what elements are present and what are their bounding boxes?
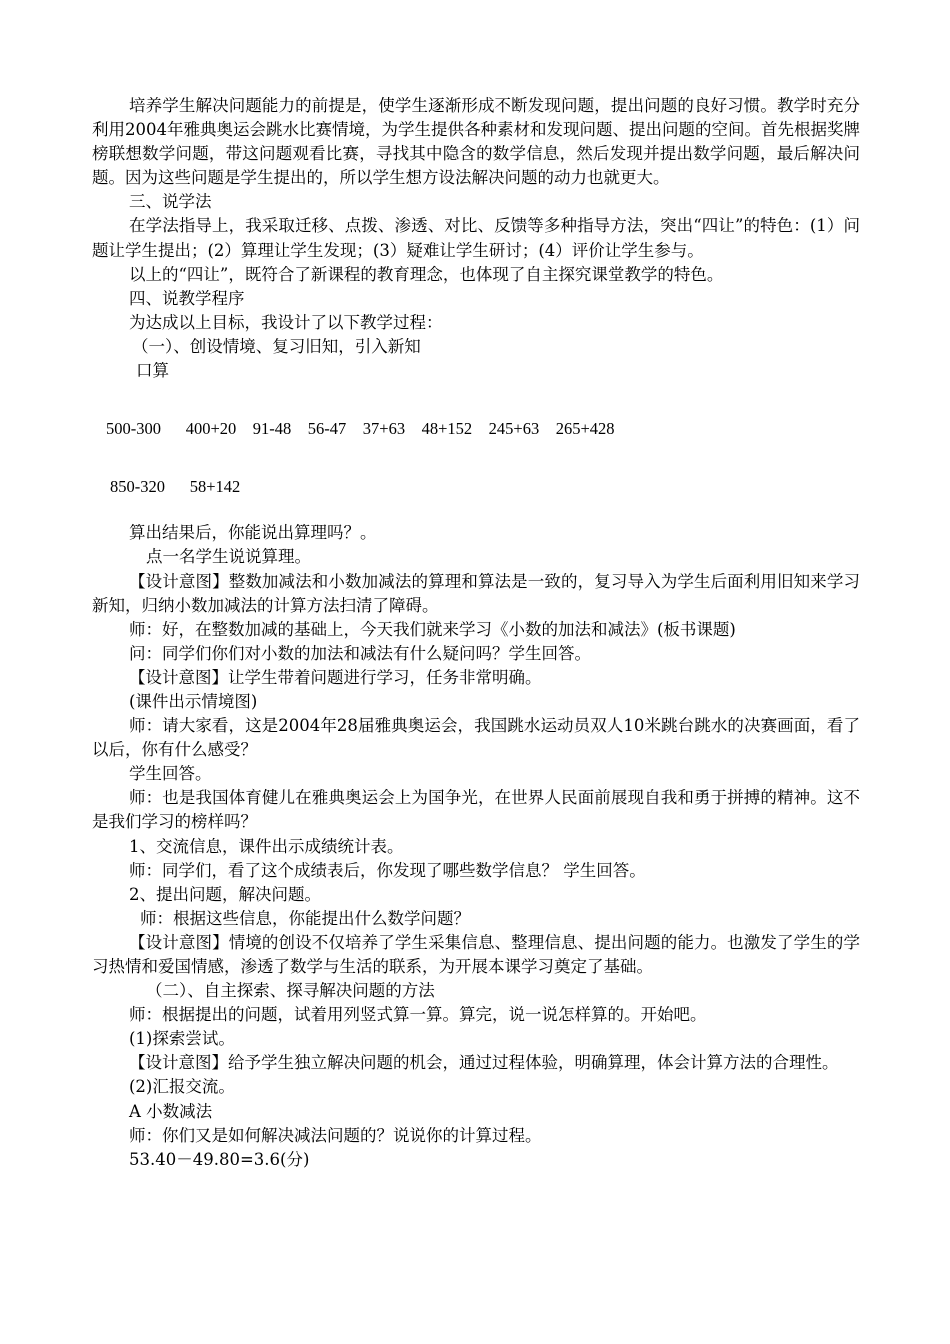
paragraph-problem-solving: 培养学生解决问题能力的前提是，使学生逐渐形成不断发现问题，提出问题的良好习惯。教学时充分利用2004年雅典奥运会跳水比赛情境，为学生提供各种素材和发现问题、提出问题的空间。首先根据奖牌榜联想数学问题，带这问题观看比赛，寻找其中隐含的数学信息，然后发现并提出数学问题，最后解决问题。因为这些问题是学生提出的，所以学生想方设法解决问题的动力也就更大。 xyxy=(92,96,860,188)
spacer xyxy=(92,383,860,417)
paragraph-athletes: 师：也是我国体育健儿在雅典奥运会上为国争光，在世界人民面前展现自我和勇于拼搏的精神。这不是我们学习的榜样吗？ xyxy=(92,788,860,832)
paragraph-math-question: 师：根据这些信息，你能提出什么数学问题？ xyxy=(140,908,470,928)
oral-calc-line-1: 500-300 400+20 91-48 56-47 37+63 48+152 245+63 265+428 xyxy=(106,419,615,439)
paragraph-courseware-scene: (课件出示情境图) xyxy=(129,691,258,711)
paragraph-teacher-topic: 师：好，在整数加减的基础上，今天我们就来学习《小数的加法和减法》(板书课题) xyxy=(129,619,736,639)
paragraph-student-answer: 学生回答。 xyxy=(129,764,212,784)
oral-calc-line-2: 850-320 58+142 xyxy=(110,477,241,497)
paragraph-design-intent-1: 【设计意图】整数加减法和小数加减法的算理和算法是一致的，复习导入为学生后面利用旧知来学习新知，归纳小数加减法的计算方法扫清了障碍。 xyxy=(92,571,860,615)
paragraph-explore-try: (1)探索尝试。 xyxy=(129,1029,235,1049)
paragraph-learning-guidance: 在学法指导上，我采取迁移、点拨、渗透、对比、反馈等多种指导方法，突出“四让”的特色：(1）问题让学生提出；(2）算理让学生发现；(3）疑难让学生研讨；(4）评价让学生参与。 xyxy=(92,216,860,260)
paragraph-score-table: 师：同学们，看了这个成绩表后，你发现了哪些数学信息？ 学生回答。 xyxy=(129,860,646,880)
paragraph-decimal-subtraction: A 小数减法 xyxy=(129,1101,213,1121)
spacer xyxy=(92,441,860,475)
section-heading-learning-method: 三、说学法 xyxy=(129,192,212,212)
paragraph-equation: 53.40－49.80=3.6(分) xyxy=(129,1149,310,1169)
paragraph-design-intent-3: 【设计意图】情境的创设不仅培养了学生采集信息、整理信息、提出问题的能力。也激发了学生的学习热情和爱国情感，渗透了数学与生活的联系，为开展本课学习奠定了基础。 xyxy=(92,932,860,976)
subheading-create-situation: （一）、创设情境、复习旧知，引入新知 xyxy=(132,336,421,356)
section-heading-teaching-procedure: 四、说教学程序 xyxy=(129,288,245,308)
spacer xyxy=(92,499,860,521)
paragraph-design-intent-4: 【设计意图】给予学生独立解决问题的机会，通过过程体验，明确算理，体会计算方法的合理性。 xyxy=(129,1053,839,1073)
paragraph-olympics: 师：请大家看，这是2004年28届雅典奥运会，我国跳水运动员双人10米跳台跳水的决赛画面，看了以后，你有什么感受？ xyxy=(92,716,860,760)
paragraph-subtraction-process: 师：你们又是如何解决减法问题的？说说你的计算过程。 xyxy=(129,1125,542,1145)
paragraph-exchange-info: 1、交流信息，课件出示成绩统计表。 xyxy=(129,836,404,856)
paragraph-question: 问：同学们你们对小数的加法和减法有什么疑问吗？学生回答。 xyxy=(129,643,591,663)
oral-calc-title: 口算 xyxy=(136,361,169,381)
paragraph-four-let: 以上的“四让”，既符合了新课程的教育理念，也体现了自主探究课堂教学的特色。 xyxy=(129,264,724,284)
paragraph-design-intent-2: 【设计意图】让学生带着问题进行学习，任务非常明确。 xyxy=(129,667,542,687)
paragraph-teaching-process-intro: 为达成以上目标，我设计了以下教学过程： xyxy=(129,312,443,332)
paragraph-explain-reasoning: 算出结果后，你能说出算理吗？。 xyxy=(129,523,377,543)
document-page xyxy=(92,94,860,1172)
paragraph-report: (2)汇报交流。 xyxy=(129,1077,235,1097)
paragraph-vertical-calc: 师：根据提出的问题，试着用列竖式算一算。算完，说一说怎样算的。开始吧。 xyxy=(129,1005,707,1025)
paragraph-student-explains: 点一名学生说说算理。 xyxy=(146,547,311,567)
paragraph-pose-problem: 2、提出问题，解决问题。 xyxy=(129,884,321,904)
subheading-explore: （二）、自主探索、探寻解决问题的方法 xyxy=(146,981,435,1001)
